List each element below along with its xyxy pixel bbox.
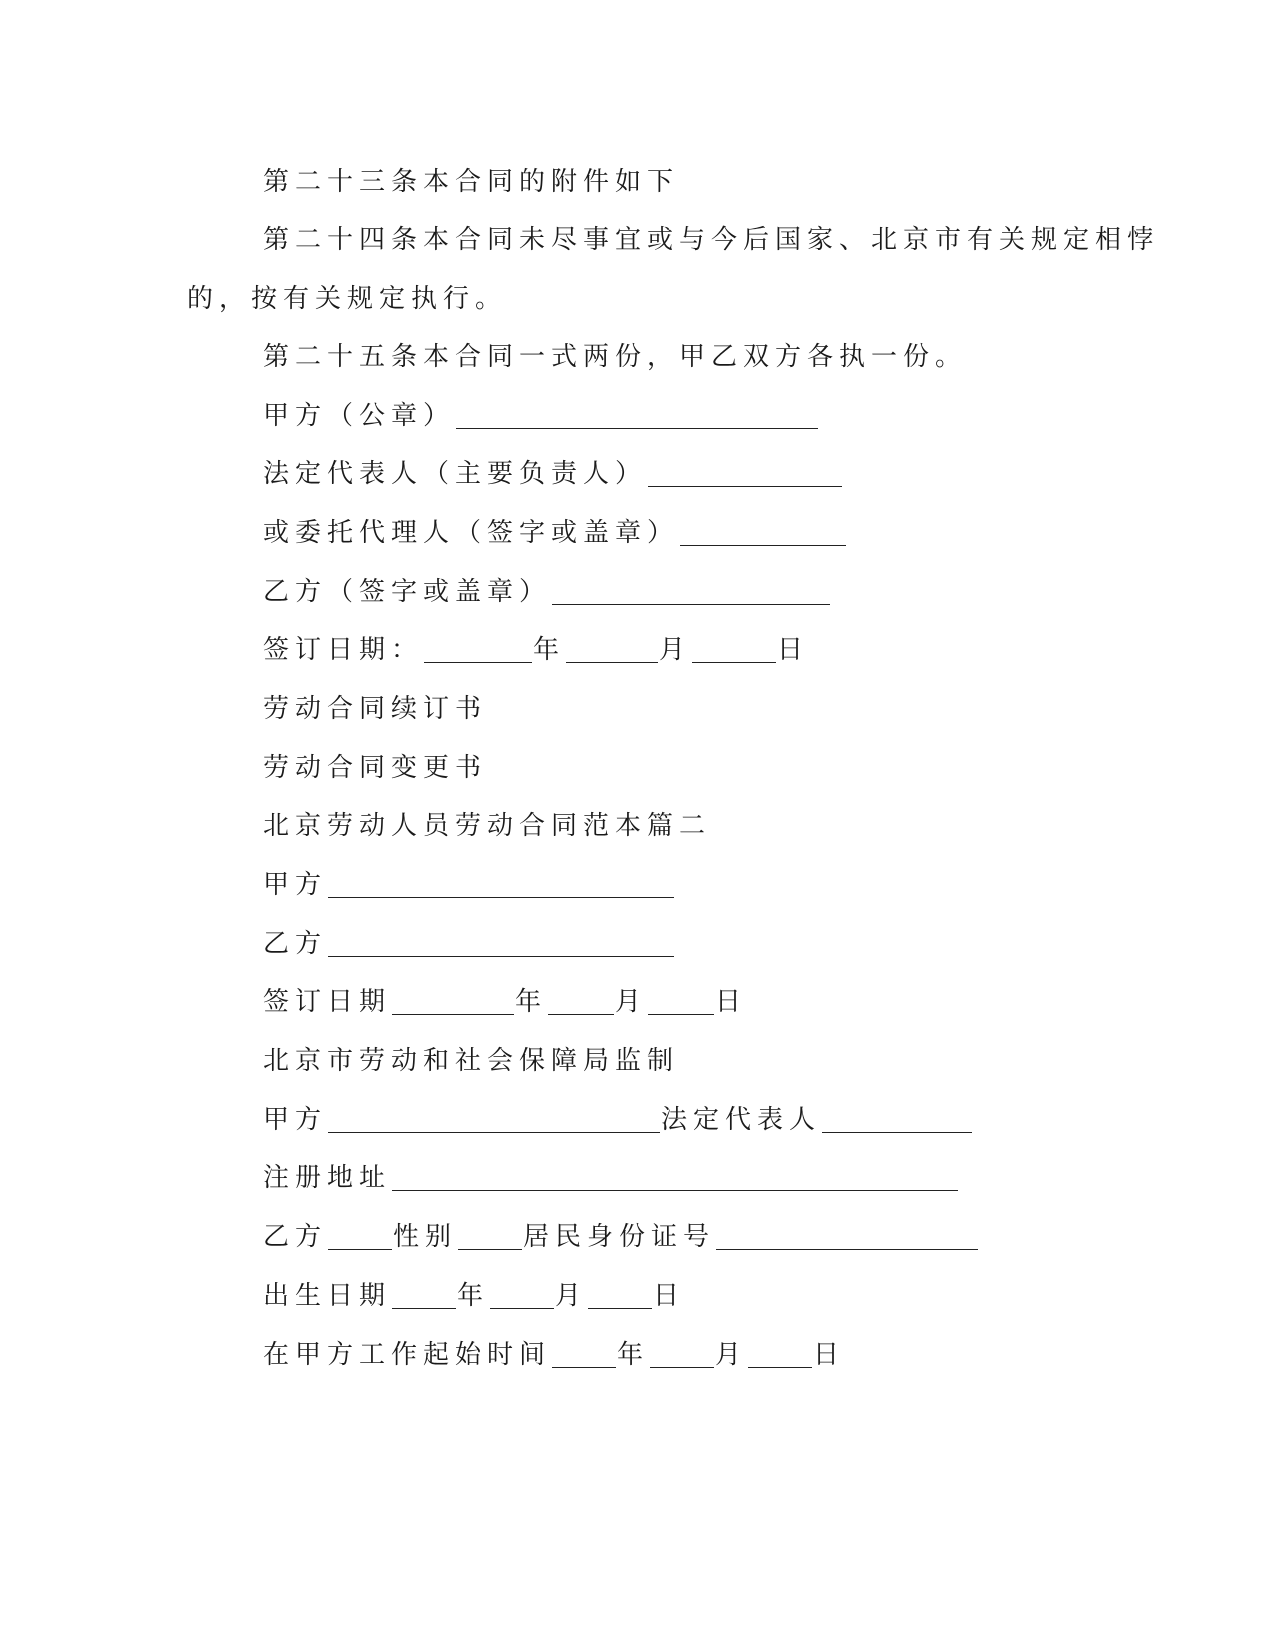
birth-year-blank[interactable] (392, 1284, 456, 1309)
party-a-label-2: 甲方 (263, 1105, 328, 1135)
signing-date-row-1 (263, 634, 809, 666)
agent-row (263, 517, 847, 549)
legal-rep-blank-2[interactable] (822, 1108, 972, 1133)
change-title (263, 752, 487, 784)
legal-rep-label-2: 法定代表人 (661, 1105, 822, 1135)
birth-date-label: 出生日期 (263, 1281, 392, 1311)
id-number-blank[interactable] (716, 1225, 978, 1250)
party-a-seal-row (263, 400, 819, 432)
article-24-continued-text: 的，按有关规定执行。 (187, 284, 508, 314)
birth-year-label: 年 (457, 1281, 490, 1311)
signing-month-blank-2[interactable] (548, 990, 614, 1015)
party-a-blank-2[interactable] (328, 1108, 660, 1133)
birth-month-label: 月 (555, 1281, 588, 1311)
section-two-title (263, 810, 711, 842)
party-a-legal-row (263, 1104, 973, 1136)
party-b-blank[interactable] (328, 932, 674, 957)
legal-rep-row (263, 458, 843, 490)
legal-rep-blank[interactable] (648, 462, 842, 487)
start-month-label: 月 (715, 1340, 748, 1370)
birth-month-blank[interactable] (490, 1284, 554, 1309)
address-row (263, 1162, 959, 1194)
party-b-name-blank[interactable] (328, 1225, 392, 1250)
month-label-2: 月 (615, 987, 648, 1017)
id-number-label: 居民身份证号 (523, 1222, 716, 1252)
section-two-text: 北京劳动人员劳动合同范本篇二 (263, 811, 712, 841)
article-25-text: 第二十五条本合同一式两份，甲乙双方各执一份。 (263, 342, 968, 372)
article-24-continued (187, 283, 507, 315)
start-month-blank[interactable] (650, 1343, 714, 1368)
party-b-label-2: 乙方 (263, 1222, 328, 1252)
start-day-label: 日 (813, 1340, 846, 1370)
year-label-1: 年 (533, 635, 566, 665)
year-label-2: 年 (515, 987, 548, 1017)
start-year-label: 年 (617, 1340, 650, 1370)
agent-label: 或委托代理人（签字或盖章） (263, 518, 680, 548)
change-text: 劳动合同变更书 (263, 753, 488, 783)
party-a-label: 甲方 (263, 870, 328, 900)
legal-rep-label: 法定代表人（主要负责人） (263, 459, 648, 489)
agent-blank[interactable] (680, 521, 846, 546)
party-b-row (263, 928, 675, 960)
party-b-sign-label: 乙方（签字或盖章） (263, 577, 552, 607)
start-day-blank[interactable] (748, 1343, 812, 1368)
supervisor-text: 北京市劳动和社会保障局监制 (263, 1046, 680, 1076)
party-b-sign-blank[interactable] (552, 580, 830, 605)
supervisor-line (263, 1045, 679, 1077)
day-label-1: 日 (777, 635, 810, 665)
address-label: 注册地址 (263, 1163, 392, 1193)
gender-label: 性别 (393, 1222, 458, 1252)
party-b-info-row (263, 1221, 979, 1253)
party-a-blank[interactable] (328, 873, 674, 898)
renewal-text: 劳动合同续订书 (263, 694, 488, 724)
party-a-seal-blank[interactable] (456, 404, 818, 429)
article-24 (263, 224, 1159, 256)
party-a-row (263, 869, 675, 901)
party-b-label: 乙方 (263, 929, 328, 959)
renewal-title (263, 693, 487, 725)
birth-day-blank[interactable] (588, 1284, 652, 1309)
article-25 (263, 341, 967, 373)
start-year-blank[interactable] (552, 1343, 616, 1368)
article-23-text: 第二十三条本合同的附件如下 (263, 167, 680, 197)
party-b-sign-row (263, 576, 831, 608)
signing-date-label-2: 签订日期 (263, 987, 392, 1017)
birth-day-label: 日 (653, 1281, 686, 1311)
signing-date-row-2 (263, 986, 747, 1018)
article-23 (263, 166, 679, 198)
article-24-text: 第二十四条本合同未尽事宜或与今后国家、北京市有关规定相悖 (263, 225, 1160, 255)
party-a-seal-label: 甲方（公章） (263, 401, 456, 431)
signing-day-blank-1[interactable] (692, 638, 776, 663)
start-date-label: 在甲方工作起始时间 (263, 1340, 552, 1370)
gender-blank[interactable] (458, 1225, 522, 1250)
signing-month-blank-1[interactable] (566, 638, 658, 663)
signing-day-blank-2[interactable] (648, 990, 714, 1015)
day-label-2: 日 (715, 987, 748, 1017)
address-blank[interactable] (392, 1166, 958, 1191)
signing-year-blank-1[interactable] (424, 638, 532, 663)
birth-date-row (263, 1280, 685, 1312)
signing-year-blank-2[interactable] (392, 990, 514, 1015)
month-label-1: 月 (659, 635, 692, 665)
start-date-row (263, 1339, 845, 1371)
signing-date-label-1: 签订日期： (263, 635, 424, 665)
